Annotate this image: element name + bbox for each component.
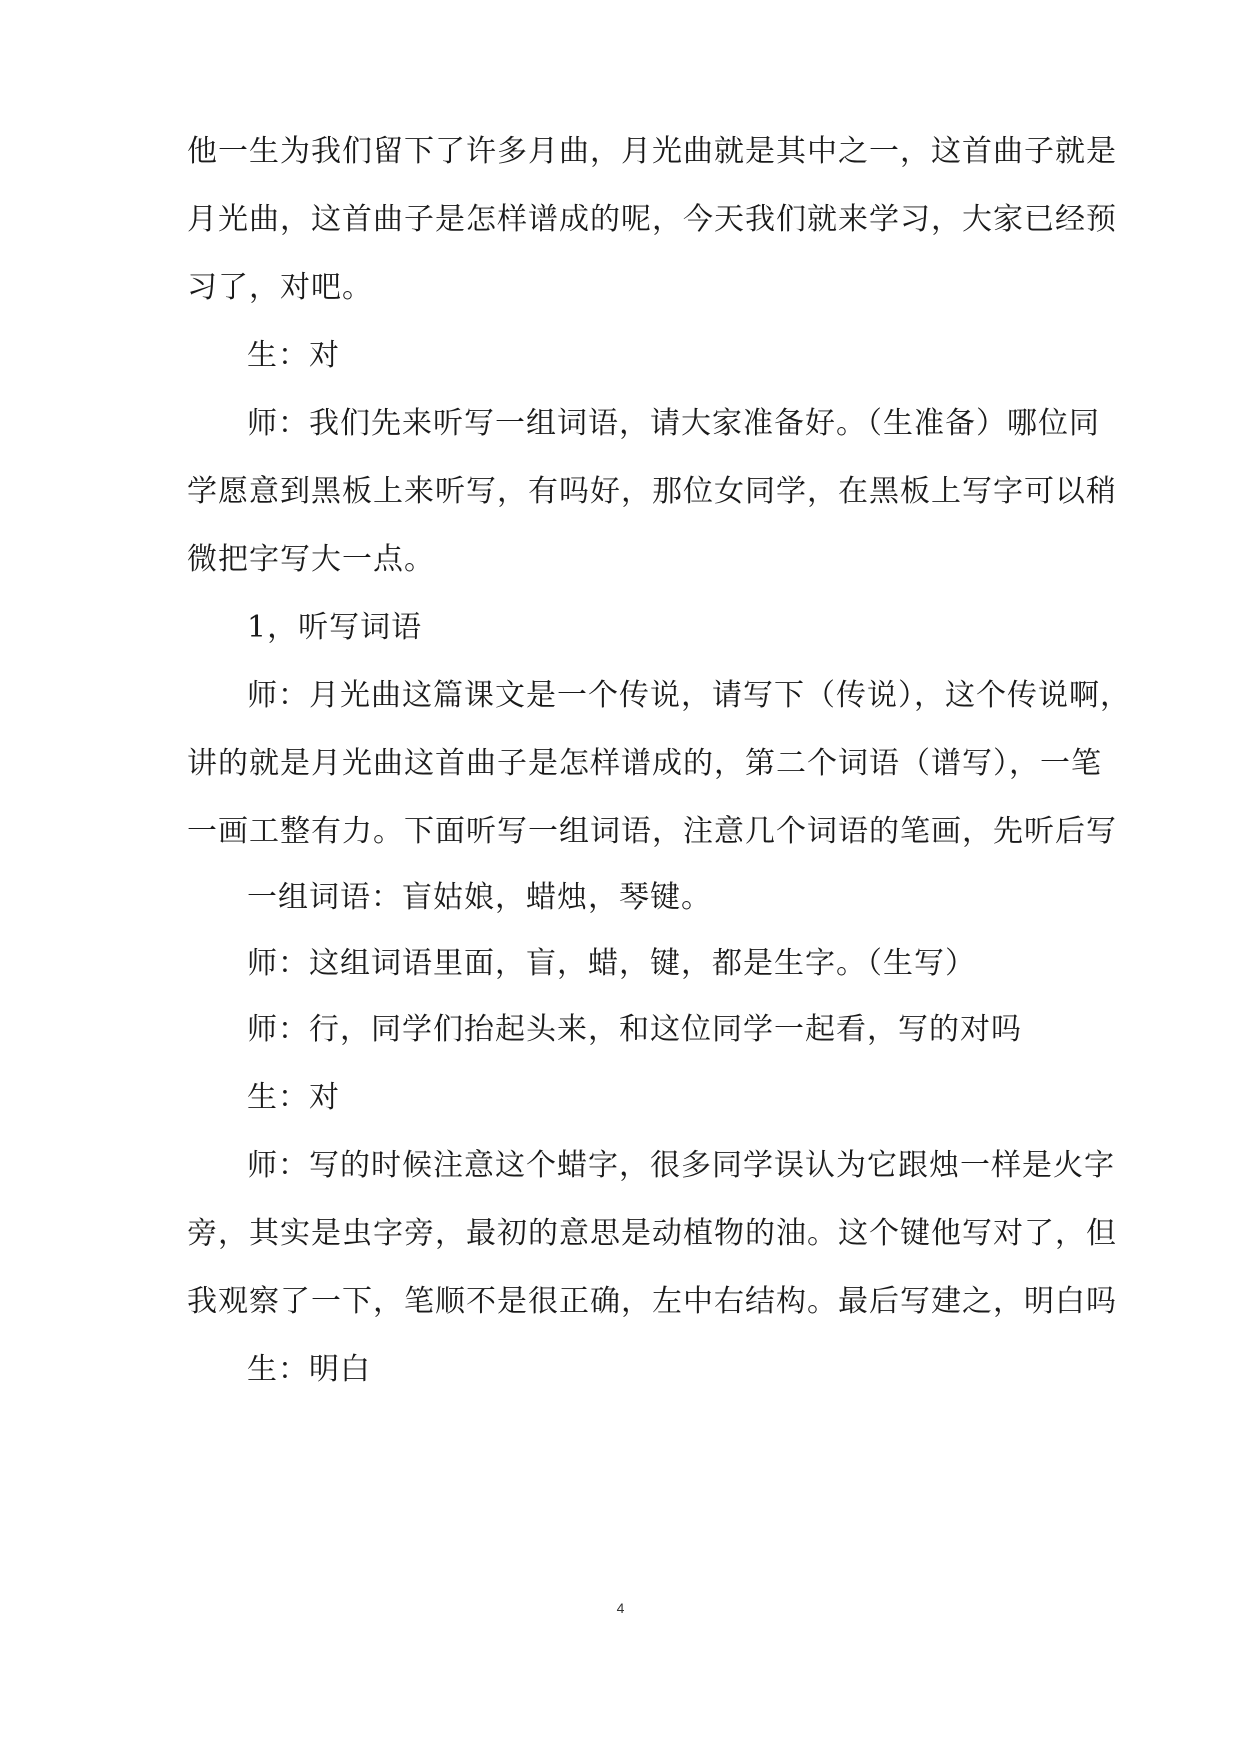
paragraph-line: 一组词语：盲姑娘，蜡烛，琴键。 — [247, 880, 712, 915]
paragraph-line: 师：行，同学们抬起头来，和这位同学一起看，写的对吗 — [247, 1012, 1022, 1047]
paragraph-line: 师：月光曲这篇课文是一个传说，请写下（传说），这个传说啊， — [247, 678, 1131, 713]
paragraph-line: 生：对 — [247, 1080, 340, 1115]
paragraph-line: 生：对 — [247, 338, 340, 373]
paragraph-line: 微把字写大一点。 — [187, 542, 435, 577]
section-heading: 1，听写词语 — [247, 610, 423, 645]
paragraph-line: 一画工整有力。下面听写一组词语，注意几个词语的笔画，先听后写 — [187, 814, 1117, 849]
paragraph-line: 讲的就是月光曲这首曲子是怎样谱成的，第二个词语（谱写），一笔 — [187, 746, 1102, 781]
paragraph-line: 他一生为我们留下了许多月曲，月光曲就是其中之一，这首曲子就是 — [187, 134, 1117, 169]
page-number: 4 — [616, 1600, 625, 1616]
paragraph-line: 习了，对吧。 — [187, 270, 373, 305]
paragraph-line: 师：写的时候注意这个蜡字，很多同学误认为它跟烛一样是火字 — [247, 1148, 1115, 1183]
paragraph-line: 学愿意到黑板上来听写，有吗好，那位女同学，在黑板上写字可以稍 — [187, 474, 1117, 509]
paragraph-line: 我观察了一下，笔顺不是很正确，左中右结构。最后写建之，明白吗 — [187, 1284, 1117, 1319]
paragraph-line: 生：明白 — [247, 1352, 371, 1387]
paragraph-line: 月光曲，这首曲子是怎样谱成的呢，今天我们就来学习，大家已经预 — [187, 202, 1117, 237]
paragraph-line: 师：我们先来听写一组词语，请大家准备好。（生准备）哪位同 — [247, 406, 1100, 441]
paragraph-line: 旁，其实是虫字旁，最初的意思是动植物的油。这个键他写对了，但 — [187, 1216, 1117, 1251]
paragraph-line: 师：这组词语里面，盲，蜡，键，都是生字。（生写） — [247, 946, 976, 981]
